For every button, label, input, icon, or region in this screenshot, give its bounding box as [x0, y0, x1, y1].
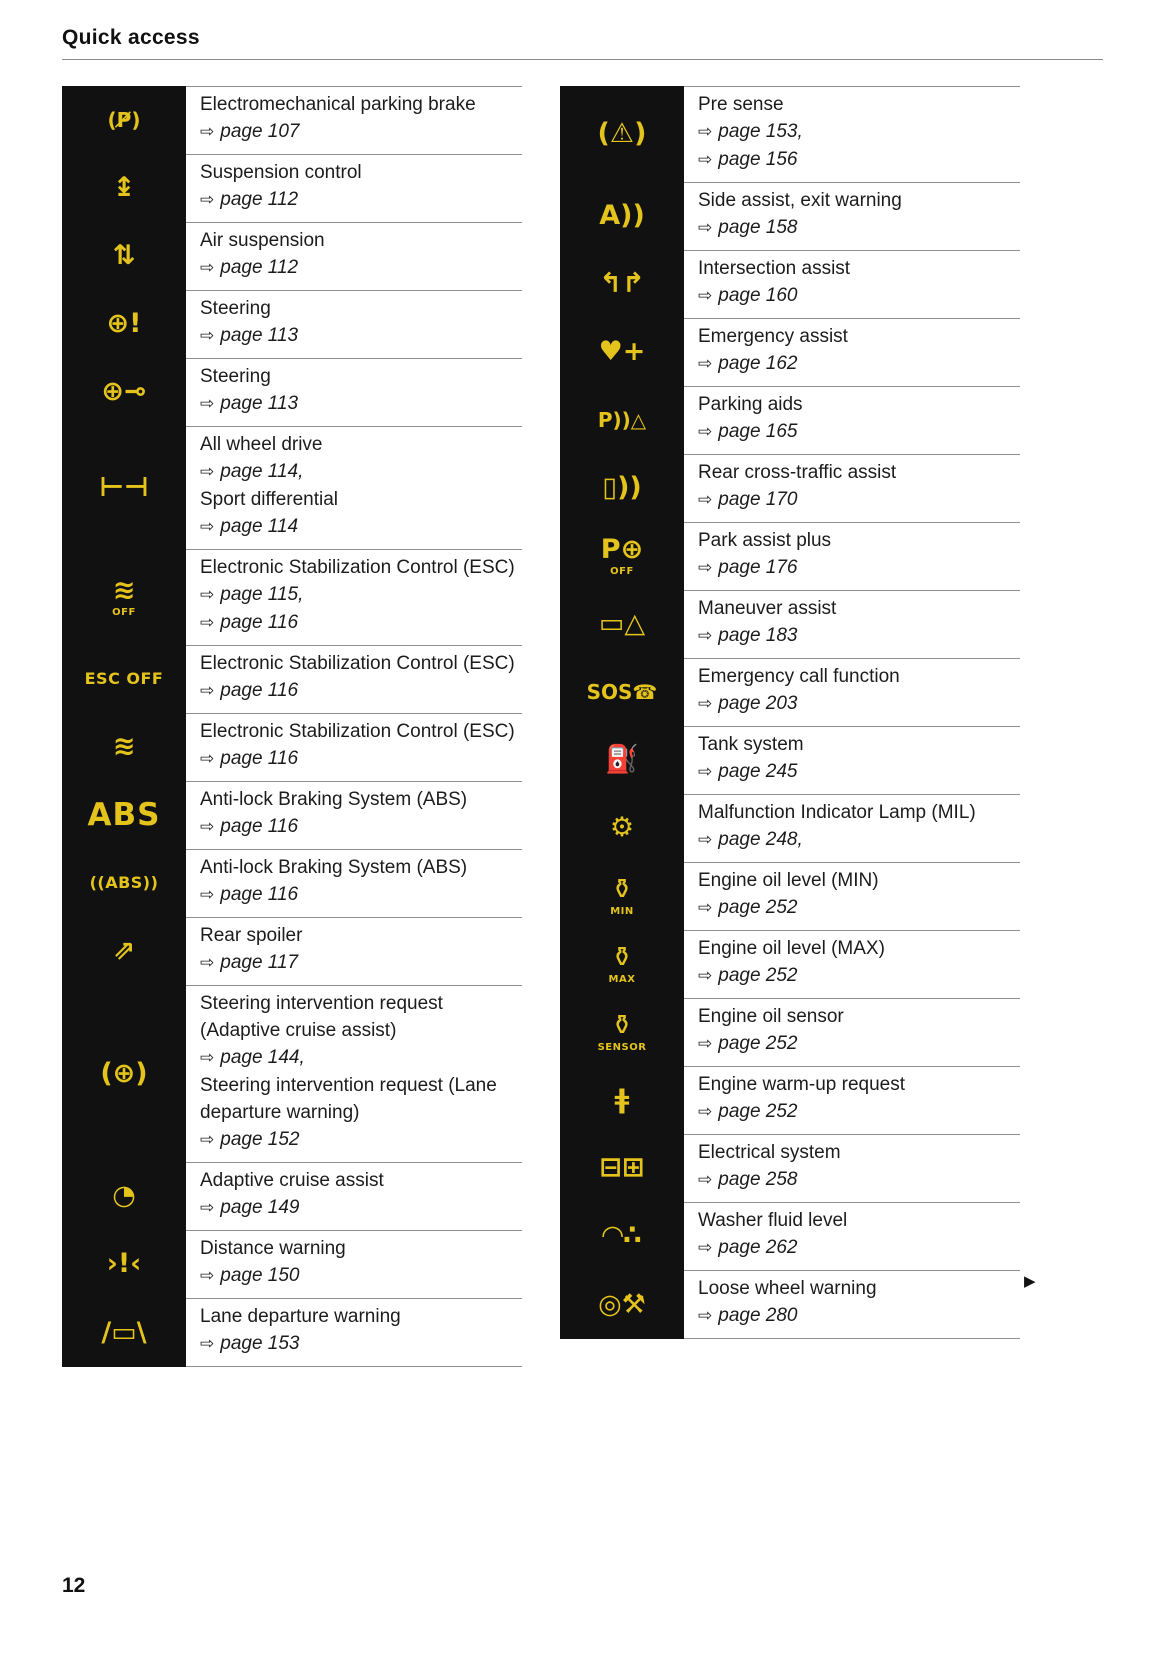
page-ref — [200, 513, 516, 541]
esc-off-skid-icon — [62, 549, 186, 645]
emergency-assist-icon-glyph: ♥+ — [598, 336, 646, 368]
page-ref-text: page 115, — [220, 584, 304, 605]
steering-warning-icon — [62, 290, 186, 358]
esc-off-text-icon-glyph: ESC OFF — [84, 669, 164, 689]
indicator-text — [186, 781, 522, 849]
indicator-text — [684, 250, 1020, 318]
page-ref-text: page 114 — [220, 516, 299, 537]
washer-fluid-icon — [560, 1202, 684, 1270]
page-ref-text: page 170 — [718, 489, 798, 510]
page-ref — [200, 390, 516, 418]
indicator-text — [186, 849, 522, 917]
indicator-text — [684, 86, 1020, 182]
ref-arrow-icon: ⇨ — [200, 681, 215, 701]
page-ref-text: page 152 — [220, 1129, 300, 1150]
page-ref-text: page 113 — [220, 393, 299, 414]
indicator-table — [62, 86, 1103, 1367]
rear-cross-traffic-assist-icon-glyph: ▯)) — [602, 472, 642, 504]
indicator-title: Adaptive cruise assist — [200, 1170, 384, 1191]
page-ref-text: page 252 — [718, 1101, 798, 1122]
page-ref — [698, 758, 1014, 786]
indicator-row — [560, 250, 1020, 318]
page-ref — [200, 1126, 516, 1154]
indicator-title: Parking aids — [698, 394, 803, 415]
page-ref — [200, 1194, 516, 1222]
indicator-row — [560, 182, 1020, 250]
steering-lock-icon — [62, 358, 186, 426]
indicator-title: Malfunction Indicator Lamp (MIL) — [698, 802, 976, 823]
indicator-row — [62, 985, 522, 1162]
ref-arrow-icon: ⇨ — [698, 150, 713, 170]
indicator-title: Emergency assist — [698, 326, 848, 347]
indicator-row — [62, 849, 522, 917]
indicator-title: Steering intervention request (Lane departure warning) — [200, 1075, 497, 1123]
distance-warning-icon-glyph: ›!‹ — [106, 1248, 142, 1280]
page-ref — [698, 214, 1014, 242]
esc-skid-icon — [62, 713, 186, 781]
indicator-text — [186, 1162, 522, 1230]
page-number: 12 — [62, 1574, 86, 1597]
ref-arrow-icon: ⇨ — [698, 422, 713, 442]
page-ref-text: page 252 — [718, 965, 798, 986]
indicator-text — [684, 658, 1020, 726]
right-column — [560, 86, 1020, 1339]
intersection-assist-icon — [560, 250, 684, 318]
esc-off-text-icon — [62, 645, 186, 713]
page-ref — [200, 322, 516, 350]
page-ref-text: page 116 — [220, 816, 299, 837]
indicator-title: Steering — [200, 366, 271, 387]
page-ref — [698, 418, 1014, 446]
suspension-control-icon-glyph: ↨ — [112, 172, 136, 204]
page-ref — [200, 254, 516, 282]
page-ref-text: page 112 — [220, 257, 299, 278]
indicator-row — [560, 522, 1020, 590]
ref-arrow-icon: ⇨ — [698, 286, 713, 306]
indicator-text — [186, 154, 522, 222]
indicator-title: Electronic Stabilization Control (ESC) — [200, 653, 515, 674]
indicator-text — [684, 794, 1020, 862]
tank-system-icon — [560, 726, 684, 794]
tank-system-icon-glyph: ⛽ — [605, 744, 639, 776]
engine-oil-max-icon — [560, 930, 684, 998]
ref-arrow-icon: ⇨ — [698, 830, 713, 850]
ref-arrow-icon: ⇨ — [200, 1198, 215, 1218]
ref-arrow-icon: ⇨ — [698, 1170, 713, 1190]
maneuver-assist-icon — [560, 590, 684, 658]
indicator-text — [684, 1066, 1020, 1134]
page-title: Quick access — [62, 26, 1103, 60]
indicator-row — [560, 454, 1020, 522]
ref-arrow-icon: ⇨ — [200, 462, 215, 482]
engine-oil-sensor-icon — [560, 998, 684, 1066]
steering-intervention-icon-glyph: (⊕) — [100, 1057, 148, 1089]
page-ref-text: page 153, — [718, 121, 803, 142]
indicator-row — [62, 645, 522, 713]
indicator-text — [684, 182, 1020, 250]
indicator-row — [560, 1134, 1020, 1202]
indicator-text — [684, 726, 1020, 794]
engine-warmup-icon — [560, 1066, 684, 1134]
distance-warning-icon — [62, 1230, 186, 1298]
page-ref-text: page 160 — [718, 285, 798, 306]
indicator-row — [62, 549, 522, 645]
indicator-row — [62, 1230, 522, 1298]
indicator-row — [560, 862, 1020, 930]
ref-arrow-icon: ⇨ — [200, 122, 215, 142]
indicator-title: Engine oil level (MIN) — [698, 870, 879, 891]
indicator-title: Electronic Stabilization Control (ESC) — [200, 721, 515, 742]
page-ref — [200, 581, 516, 609]
page-ref-text: page 150 — [220, 1265, 300, 1286]
abs-circle-icon-glyph: ((ABS)) — [89, 873, 159, 893]
continuation-arrow-icon: ▶ — [1024, 1272, 1036, 1290]
indicator-title: Side assist, exit warning — [698, 190, 902, 211]
ref-arrow-icon: ⇨ — [200, 585, 215, 605]
page-header — [0, 0, 1165, 60]
ref-arrow-icon: ⇨ — [200, 1130, 215, 1150]
indicator-row — [62, 222, 522, 290]
indicator-text — [186, 645, 522, 713]
pre-sense-icon-glyph: (⚠) — [597, 118, 647, 150]
steering-warning-icon-glyph: ⊕! — [106, 308, 142, 340]
ref-arrow-icon: ⇨ — [200, 817, 215, 837]
emergency-call-icon — [560, 658, 684, 726]
intersection-assist-icon-glyph: ↰↱ — [599, 268, 645, 300]
page-ref — [698, 554, 1014, 582]
ref-arrow-icon: ⇨ — [698, 1034, 713, 1054]
page-ref — [200, 118, 516, 146]
ref-arrow-icon: ⇨ — [200, 517, 215, 537]
ref-arrow-icon: ⇨ — [698, 1306, 713, 1326]
indicator-title: Steering intervention request (Adaptive cruise assist) — [200, 993, 443, 1041]
parking-brake-warning-icon-glyph: (P̸) — [107, 108, 141, 132]
indicator-title: Engine oil level (MAX) — [698, 938, 885, 959]
page-ref — [698, 350, 1014, 378]
indicator-text — [186, 985, 522, 1162]
indicator-row — [560, 386, 1020, 454]
indicator-text — [186, 222, 522, 290]
page-ref — [698, 1234, 1014, 1262]
ref-arrow-icon: ⇨ — [200, 885, 215, 905]
air-suspension-icon — [62, 222, 186, 290]
page-ref — [200, 745, 516, 773]
indicator-text — [684, 998, 1020, 1066]
indicator-text — [186, 1298, 522, 1367]
page-ref — [200, 1262, 516, 1290]
page-ref-text: page 258 — [718, 1169, 798, 1190]
ref-arrow-icon: ⇨ — [200, 953, 215, 973]
park-assist-plus-icon-label: OFF — [610, 566, 634, 578]
ref-arrow-icon: ⇨ — [698, 694, 713, 714]
indicator-title: Electrical system — [698, 1142, 841, 1163]
page-ref-text: page 116 — [220, 612, 299, 633]
indicator-title: Rear spoiler — [200, 925, 303, 946]
indicator-row — [560, 1270, 1020, 1339]
indicator-text — [186, 917, 522, 985]
battery-icon-glyph: ⊟⊞ — [599, 1152, 645, 1184]
indicator-text — [684, 522, 1020, 590]
engine-oil-min-icon-label: MIN — [610, 906, 634, 918]
indicator-text — [186, 86, 522, 154]
indicator-text — [684, 1202, 1020, 1270]
indicator-text — [186, 290, 522, 358]
indicator-title: Engine warm-up request — [698, 1074, 905, 1095]
esc-off-skid-icon-glyph: ≋ — [112, 574, 136, 606]
indicator-title: Rear cross-traffic assist — [698, 462, 897, 483]
steering-intervention-icon — [62, 985, 186, 1162]
indicator-title: Distance warning — [200, 1238, 346, 1259]
indicator-text — [684, 318, 1020, 386]
indicator-title: Anti-lock Braking System (ABS) — [200, 857, 468, 878]
indicator-row — [560, 998, 1020, 1066]
page-ref-text: page 183 — [718, 625, 798, 646]
page-ref — [200, 949, 516, 977]
lane-departure-warning-icon — [62, 1298, 186, 1367]
page-ref-text: page 176 — [718, 557, 798, 578]
indicator-text — [684, 386, 1020, 454]
rear-cross-traffic-assist-icon — [560, 454, 684, 522]
page-ref-text: page 149 — [220, 1197, 300, 1218]
ref-arrow-icon: ⇨ — [698, 490, 713, 510]
page-ref — [698, 1302, 1014, 1330]
page-ref — [200, 881, 516, 909]
indicator-row — [62, 358, 522, 426]
ref-arrow-icon: ⇨ — [698, 122, 713, 142]
indicator-row — [62, 1162, 522, 1230]
ref-arrow-icon: ⇨ — [698, 626, 713, 646]
abs-text-icon — [62, 781, 186, 849]
page-ref-text: page 252 — [718, 1033, 798, 1054]
parking-aids-icon-glyph: P))△ — [597, 408, 647, 432]
page-ref — [200, 458, 516, 486]
indicator-title: Electronic Stabilization Control (ESC) — [200, 557, 515, 578]
indicator-text — [684, 1134, 1020, 1202]
side-assist-icon-glyph: A)) — [599, 200, 645, 232]
ref-arrow-icon: ⇨ — [200, 190, 215, 210]
indicator-title: Pre sense — [698, 94, 784, 115]
indicator-text — [684, 590, 1020, 658]
indicator-text — [684, 454, 1020, 522]
indicator-row — [560, 318, 1020, 386]
page-ref-text: page 113 — [220, 325, 299, 346]
side-assist-icon — [560, 182, 684, 250]
ref-arrow-icon: ⇨ — [698, 762, 713, 782]
page-ref — [698, 118, 1014, 146]
page-ref — [698, 894, 1014, 922]
page-ref-text: page 156 — [718, 149, 798, 170]
page-ref — [200, 677, 516, 705]
indicator-title: Electromechanical parking brake — [200, 94, 476, 115]
page-ref-text: page 252 — [718, 897, 798, 918]
page-ref — [200, 1330, 516, 1358]
page-ref — [200, 609, 516, 637]
emergency-assist-icon — [560, 318, 684, 386]
indicator-title: All wheel drive — [200, 434, 323, 455]
pre-sense-icon — [560, 86, 684, 182]
page-ref-text: page 153 — [220, 1333, 300, 1354]
page-ref — [698, 1030, 1014, 1058]
suspension-control-icon — [62, 154, 186, 222]
engine-oil-min-icon — [560, 862, 684, 930]
page-ref — [698, 622, 1014, 650]
battery-icon — [560, 1134, 684, 1202]
abs-text-icon-glyph: ABS — [87, 796, 161, 833]
adaptive-cruise-assist-icon-glyph: ◔ — [112, 1180, 136, 1212]
ref-arrow-icon: ⇨ — [698, 558, 713, 578]
abs-circle-icon — [62, 849, 186, 917]
indicator-text — [684, 930, 1020, 998]
indicator-row — [560, 930, 1020, 998]
ref-arrow-icon: ⇨ — [200, 749, 215, 769]
indicator-title: Lane departure warning — [200, 1306, 401, 1327]
engine-oil-max-icon-glyph: ⚱ — [610, 941, 634, 973]
maneuver-assist-icon-glyph: ▭△ — [598, 608, 646, 640]
indicator-row — [62, 290, 522, 358]
ref-arrow-icon: ⇨ — [200, 258, 215, 278]
page-ref-text: page 107 — [220, 121, 300, 142]
page-ref — [698, 690, 1014, 718]
parking-aids-icon — [560, 386, 684, 454]
indicator-row — [560, 1202, 1020, 1270]
ref-arrow-icon: ⇨ — [698, 1102, 713, 1122]
ref-arrow-icon: ⇨ — [698, 354, 713, 374]
loose-wheel-icon-glyph: ◎⚒ — [598, 1288, 646, 1320]
park-assist-plus-icon — [560, 522, 684, 590]
page-ref — [698, 146, 1014, 174]
indicator-title: Air suspension — [200, 230, 325, 251]
steering-lock-icon-glyph: ⊕⊸ — [101, 376, 147, 408]
page-ref — [200, 186, 516, 214]
page-ref-text: page 162 — [718, 353, 798, 374]
indicator-title: Suspension control — [200, 162, 362, 183]
indicator-title: Emergency call function — [698, 666, 900, 687]
ref-arrow-icon: ⇨ — [698, 218, 713, 238]
page-ref-text: page 165 — [718, 421, 798, 442]
left-column — [62, 86, 522, 1367]
engine-oil-sensor-icon-label: SENSOR — [597, 1042, 647, 1054]
mil-engine-icon-glyph: ⚙ — [609, 812, 635, 844]
page-ref-text: page 112 — [220, 189, 299, 210]
indicator-text — [684, 862, 1020, 930]
page-ref — [698, 962, 1014, 990]
indicator-text — [186, 713, 522, 781]
indicator-row — [560, 1066, 1020, 1134]
engine-oil-min-icon-glyph: ⚱ — [610, 873, 634, 905]
indicator-row — [62, 1298, 522, 1367]
engine-oil-sensor-icon-glyph: ⚱ — [610, 1009, 634, 1041]
indicator-row — [560, 658, 1020, 726]
indicator-row — [560, 86, 1020, 182]
all-wheel-drive-icon — [62, 426, 186, 549]
page-ref — [698, 1166, 1014, 1194]
page-ref-text: page 245 — [718, 761, 798, 782]
indicator-row — [62, 713, 522, 781]
page-ref-text: page 144, — [220, 1047, 305, 1068]
washer-fluid-icon-glyph: ◠∴ — [602, 1220, 642, 1252]
indicator-row — [560, 726, 1020, 794]
indicator-title: Washer fluid level — [698, 1210, 848, 1231]
indicator-row — [560, 590, 1020, 658]
indicator-row — [62, 154, 522, 222]
page-ref-text: page 116 — [220, 680, 299, 701]
indicator-row — [62, 781, 522, 849]
ref-arrow-icon: ⇨ — [200, 1334, 215, 1354]
indicator-title: Tank system — [698, 734, 804, 755]
rear-spoiler-icon-glyph: ⇗ — [112, 935, 136, 967]
loose-wheel-icon — [560, 1270, 684, 1339]
page-ref-text: page 116 — [220, 884, 299, 905]
engine-warmup-icon-glyph: ǂ — [614, 1084, 630, 1116]
rear-spoiler-icon — [62, 917, 186, 985]
page-ref — [200, 1044, 516, 1072]
indicator-title: Steering — [200, 298, 271, 319]
ref-arrow-icon: ⇨ — [698, 898, 713, 918]
indicator-title: Anti-lock Braking System (ABS) — [200, 789, 468, 810]
adaptive-cruise-assist-icon — [62, 1162, 186, 1230]
page-ref-text: page 116 — [220, 748, 299, 769]
indicator-text — [186, 358, 522, 426]
indicator-text — [186, 549, 522, 645]
indicator-title: Loose wheel warning — [698, 1278, 877, 1299]
ref-arrow-icon: ⇨ — [698, 966, 713, 986]
page-ref — [698, 486, 1014, 514]
page-ref-text: page 117 — [220, 952, 299, 973]
indicator-row — [62, 917, 522, 985]
page-ref — [698, 282, 1014, 310]
page-ref-text: page 262 — [718, 1237, 798, 1258]
mil-engine-icon — [560, 794, 684, 862]
page-ref-text: page 114, — [220, 461, 304, 482]
page-ref — [698, 1098, 1014, 1126]
engine-oil-max-icon-label: MAX — [608, 974, 636, 986]
page-ref-text: page 248, — [718, 829, 803, 850]
page-ref-text: page 158 — [718, 217, 798, 238]
ref-arrow-icon: ⇨ — [200, 1266, 215, 1286]
indicator-text — [186, 1230, 522, 1298]
park-assist-plus-icon-glyph: P⊕ — [600, 533, 644, 565]
parking-brake-warning-icon — [62, 86, 186, 154]
air-suspension-icon-glyph: ⇅ — [112, 240, 136, 272]
ref-arrow-icon: ⇨ — [698, 1238, 713, 1258]
esc-skid-icon-glyph: ≋ — [112, 731, 136, 763]
ref-arrow-icon: ⇨ — [200, 1048, 215, 1068]
indicator-title: Maneuver assist — [698, 598, 837, 619]
indicator-text — [684, 1270, 1020, 1339]
indicator-row — [62, 86, 522, 154]
emergency-call-icon-glyph: SOS☎ — [586, 680, 658, 704]
indicator-row — [560, 794, 1020, 862]
indicator-title: Sport differential — [200, 489, 339, 510]
indicator-title: Intersection assist — [698, 258, 851, 279]
ref-arrow-icon: ⇨ — [200, 394, 215, 414]
page-ref-text: page 280 — [718, 1305, 798, 1326]
page-ref — [200, 813, 516, 841]
indicator-text — [186, 426, 522, 549]
lane-departure-warning-icon-glyph: /▭\ — [101, 1316, 147, 1348]
indicator-row — [62, 426, 522, 549]
indicator-title: Park assist plus — [698, 530, 832, 551]
page-ref-text: page 203 — [718, 693, 798, 714]
esc-off-skid-icon-label: OFF — [112, 607, 136, 619]
all-wheel-drive-icon-glyph: ⊢⊣ — [99, 471, 149, 503]
indicator-title: Engine oil sensor — [698, 1006, 844, 1027]
page-ref — [698, 826, 1014, 854]
ref-arrow-icon: ⇨ — [200, 326, 215, 346]
ref-arrow-icon: ⇨ — [200, 613, 215, 633]
